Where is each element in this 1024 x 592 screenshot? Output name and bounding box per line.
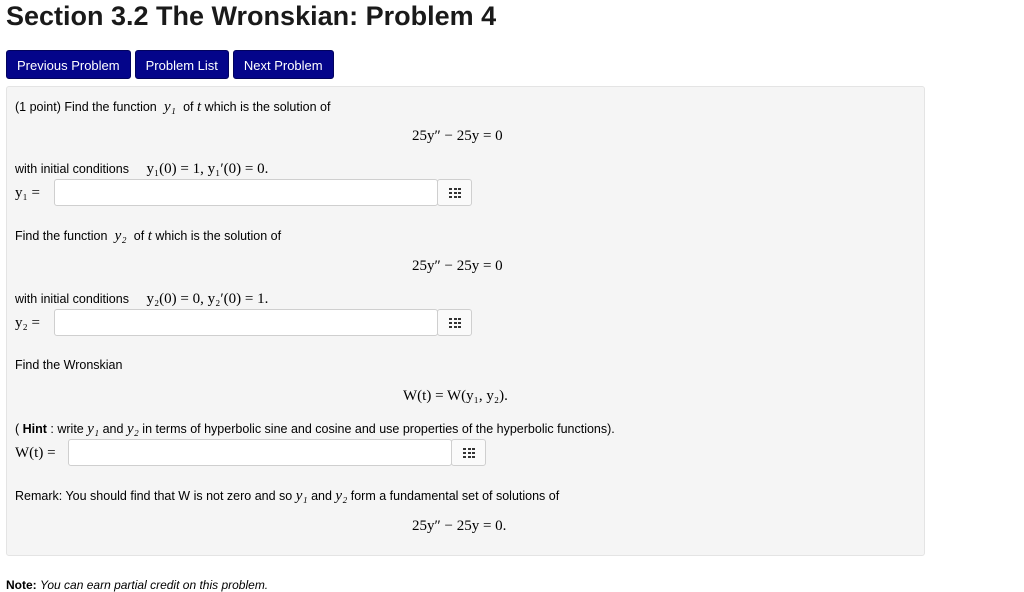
equation-editor-button-2[interactable] bbox=[437, 309, 472, 336]
page-title: Section 3.2 The Wronskian: Problem 4 bbox=[6, 1, 497, 31]
equation-editor-button-3[interactable] bbox=[451, 439, 486, 466]
problem-panel bbox=[6, 86, 925, 556]
hint-b: and bbox=[99, 422, 127, 436]
intro-suffix: which is the solution of bbox=[204, 100, 331, 114]
ic-text-2 bbox=[15, 290, 268, 308]
grid-icon bbox=[463, 448, 475, 458]
hint-c: in terms of hyperbolic sine and cosine and use properties of the hyperbolic functions). bbox=[138, 422, 615, 436]
find2-prefix: Find the function bbox=[15, 229, 108, 243]
ic-label-2: with initial conditions bbox=[15, 292, 129, 306]
grid-icon bbox=[449, 318, 461, 328]
answer2-label: y₂ = bbox=[15, 315, 40, 331]
find2-mid: of bbox=[133, 229, 145, 243]
ic-label-1: with initial conditions bbox=[15, 162, 129, 176]
hint-bold: Hint bbox=[22, 422, 47, 436]
intro-text bbox=[15, 98, 330, 116]
answer2-field[interactable] bbox=[54, 309, 438, 336]
find2-text bbox=[15, 227, 281, 245]
partial-credit-note bbox=[6, 578, 268, 592]
hint-y2: y₂ bbox=[126, 421, 139, 437]
initial-conditions-2: y₂(0) = 0, y₂′(0) = 1. bbox=[146, 291, 269, 307]
hint-open: ( bbox=[15, 422, 23, 436]
var-y2-text: y₂ bbox=[114, 228, 127, 244]
var-y1 bbox=[160, 99, 179, 115]
remark-y1: y₁ bbox=[295, 488, 308, 504]
answer1-label: y₁ = bbox=[15, 185, 40, 201]
var-t-2 bbox=[148, 228, 152, 244]
remark-y2: y₂ bbox=[335, 488, 348, 504]
var-t-text: t bbox=[197, 99, 202, 115]
hint-y1: y₁ bbox=[87, 421, 100, 437]
answer1-input[interactable] bbox=[55, 180, 437, 205]
answer2-input[interactable] bbox=[55, 310, 437, 335]
answer1-field[interactable] bbox=[54, 179, 438, 206]
ic-text-1 bbox=[15, 160, 268, 178]
final-equation: 25y″ − 25y = 0. bbox=[412, 518, 507, 534]
answer3-input[interactable] bbox=[69, 440, 451, 465]
var-t-2-text: t bbox=[147, 228, 152, 244]
grid-icon bbox=[449, 188, 461, 198]
var-y1-text: y₁ bbox=[163, 99, 176, 115]
intro-mid: of bbox=[183, 100, 194, 114]
answer3-field[interactable] bbox=[68, 439, 452, 466]
var-y2 bbox=[111, 228, 130, 244]
answer3-label: W(t) = bbox=[15, 445, 56, 461]
equation-editor-button-1[interactable] bbox=[437, 179, 472, 206]
remark-a: Remark: You should find that W is not zero and so bbox=[15, 489, 296, 503]
hint-text bbox=[15, 420, 615, 438]
note-label: Note: bbox=[6, 578, 37, 592]
remark-b: and bbox=[307, 489, 336, 503]
find2-suffix: which is the solution of bbox=[155, 229, 282, 243]
problem-list-button[interactable]: Problem List bbox=[135, 50, 229, 79]
wronskian-equation: W(t) = W(y₁, y₂). bbox=[403, 388, 508, 404]
hint-a: : write bbox=[46, 422, 88, 436]
next-problem-button[interactable]: Next Problem bbox=[233, 50, 334, 79]
problem-navigation bbox=[6, 50, 338, 79]
equation-1: 25y″ − 25y = 0 bbox=[412, 128, 503, 144]
previous-problem-button[interactable]: Previous Problem bbox=[6, 50, 131, 79]
intro-prefix: (1 point) Find the function bbox=[15, 100, 157, 114]
var-t bbox=[197, 99, 201, 115]
remark-c: form a fundamental set of solutions of bbox=[347, 489, 560, 503]
wronskian-text: Find the Wronskian bbox=[15, 358, 123, 372]
remark-text bbox=[15, 487, 559, 505]
initial-conditions-1: y₁(0) = 1, y₁′(0) = 0. bbox=[146, 161, 269, 177]
note-text: You can earn partial credit on this problem. bbox=[40, 578, 269, 592]
equation-2: 25y″ − 25y = 0 bbox=[412, 258, 503, 274]
